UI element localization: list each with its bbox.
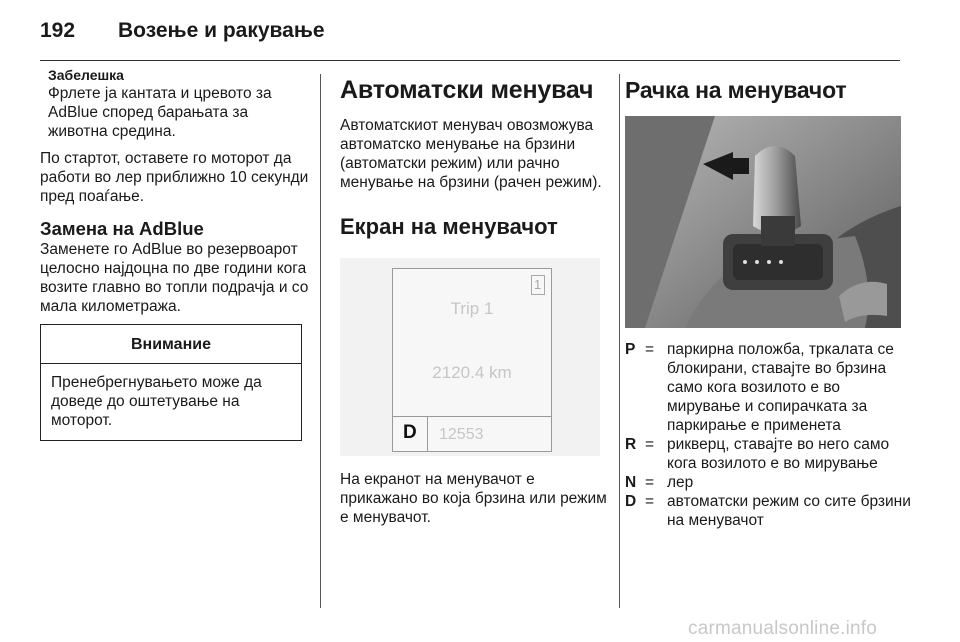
paragraph-automatic-intro: Автоматскиот менувач овозможува автоматско менување на брзини (автоматски режим) или рачно менување на брзини (рачен режим). xyxy=(340,117,602,191)
column-divider-2 xyxy=(619,74,620,608)
section-heading-adblue: Замена на AdBlue xyxy=(40,218,204,239)
section-heading-display: Екран на менувачот xyxy=(340,214,558,239)
display-caption: На екранот на менувачот е прикажано во која брзина или режим е менувачот. xyxy=(340,471,607,526)
column-middle xyxy=(340,62,608,527)
gear-display-screen xyxy=(392,268,552,452)
display-odometer: 12553 xyxy=(439,426,484,443)
display-bottom-bar xyxy=(393,416,551,451)
equals-sign: = xyxy=(645,474,655,491)
warning-text: Пренебрегнувањето може да доведе до оштетување на моторот. xyxy=(51,374,262,429)
gear-description: паркирна положба, тркалата се блокирани, ставајте во брзина само кога возилото е во мирување и сопирачката за паркирање е применета xyxy=(667,341,894,434)
warning-title: Внимание xyxy=(41,325,301,364)
equals-sign: = xyxy=(645,493,655,510)
paragraph-adblue: Заменете го AdBlue во резервоарот целосно најдоцна по две години кога возите главно во топли подрачја и со мала километража. xyxy=(40,241,309,315)
page-header xyxy=(0,0,960,62)
list-item xyxy=(625,492,915,530)
gear-indicator-box xyxy=(393,417,428,451)
column-left xyxy=(40,62,310,441)
watermark: carmanualsonline.info xyxy=(688,618,878,639)
column-right xyxy=(625,62,915,530)
gear-description: автоматски режим со сите брзини на менувачот xyxy=(667,493,911,529)
section-title-automatic: Автоматски менувач xyxy=(340,76,594,104)
trip-page-icon xyxy=(531,275,545,295)
gear-lever-illustration xyxy=(625,116,901,328)
display-distance: 2120.4 km xyxy=(432,363,512,382)
gear-key: P xyxy=(625,341,636,358)
list-item xyxy=(625,473,915,492)
display-trip-label: Trip 1 xyxy=(450,299,494,318)
list-item xyxy=(625,435,915,473)
equals-sign: = xyxy=(645,341,655,358)
note-title: Забелешка xyxy=(48,67,124,83)
section-title-lever: Рачка на менувачот xyxy=(625,77,847,103)
note-block xyxy=(48,66,310,141)
header-divider xyxy=(40,60,900,61)
gear-display-figure xyxy=(340,258,600,456)
gear-key: R xyxy=(625,436,637,453)
page-number: 192 xyxy=(40,19,76,42)
chapter-title: Возење и ракување xyxy=(118,19,325,42)
gear-lever-photo xyxy=(625,116,901,328)
equals-sign: = xyxy=(645,436,655,453)
paragraph-warmup: По стартот, оставете го моторот да работи во лер приближно 10 секунди пред поаѓање. xyxy=(40,150,309,205)
list-item xyxy=(625,340,915,435)
note-text: Фрлете ја кантата и цревото за AdBlue според барањата за животна средина. xyxy=(48,85,272,140)
gear-description: лер xyxy=(667,474,694,491)
gear-description: рикверц, ставајте во него само кога возилото е во мирување xyxy=(667,436,890,472)
gear-key: N xyxy=(625,474,637,491)
gear-positions-list xyxy=(625,340,915,530)
gear-indicator: D xyxy=(403,422,417,443)
column-divider-1 xyxy=(320,74,321,608)
warning-box xyxy=(40,324,302,441)
gear-key: D xyxy=(625,493,637,510)
